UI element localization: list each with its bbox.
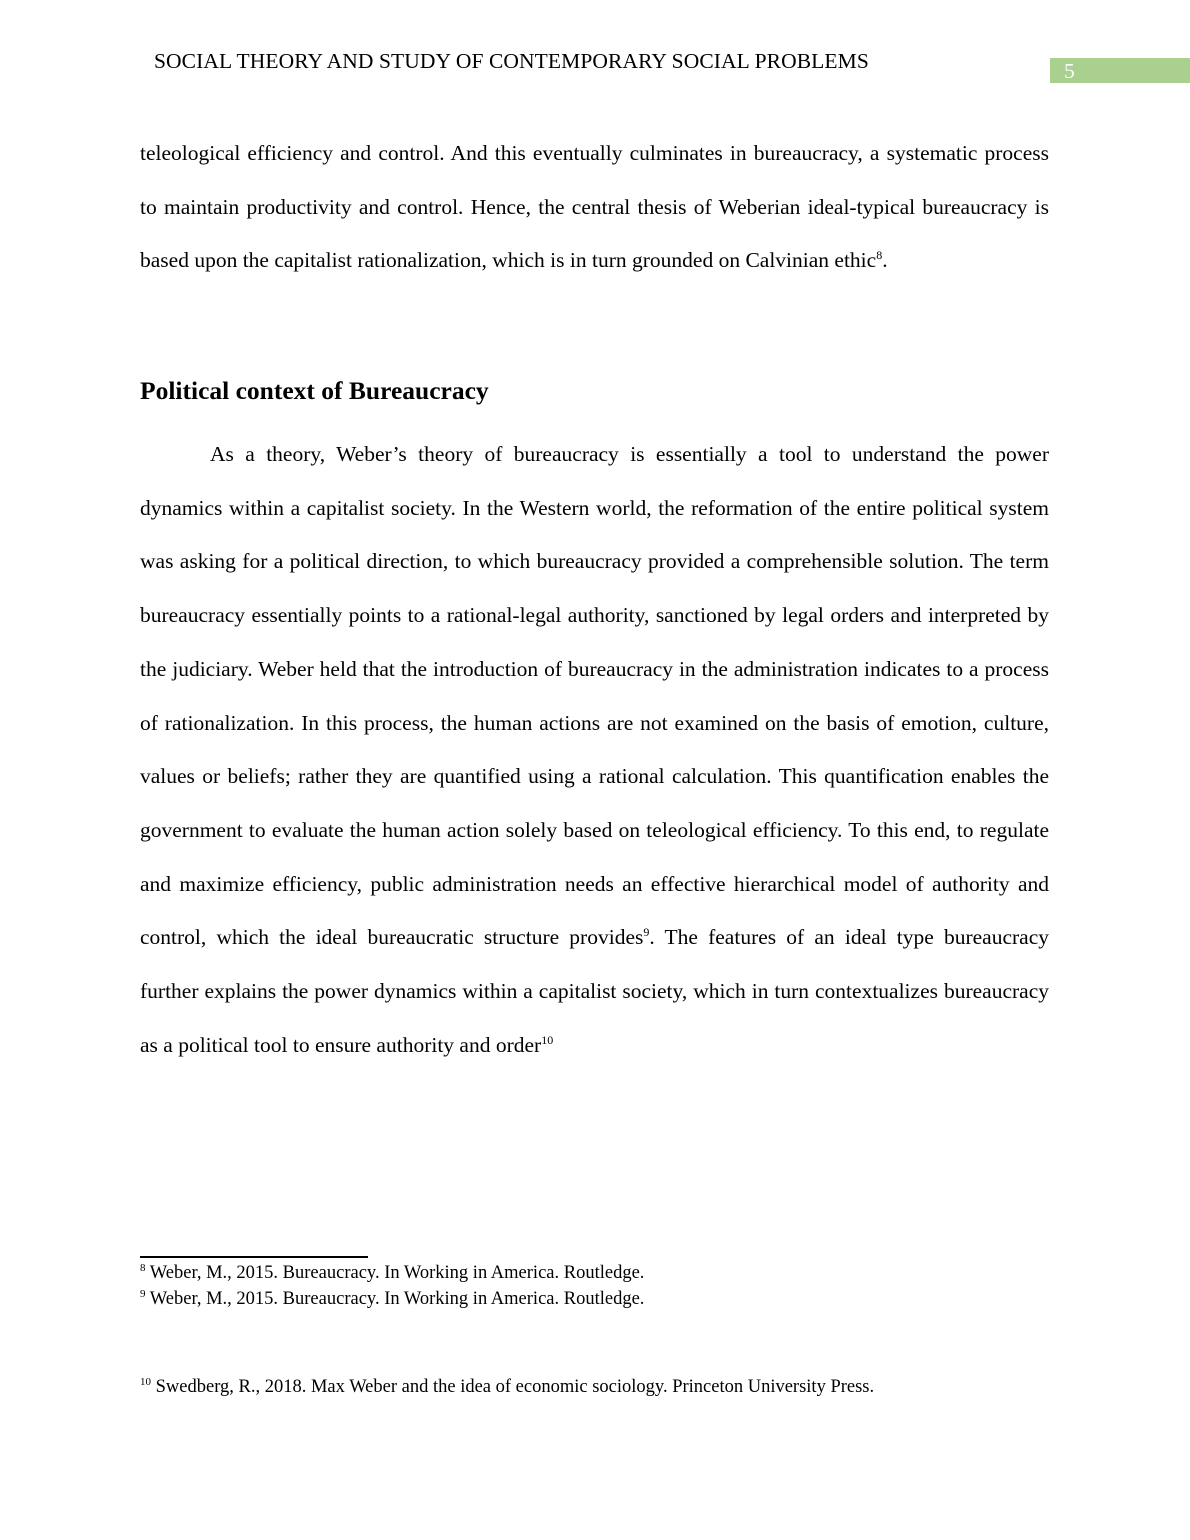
paragraph-end-punct: . (882, 248, 888, 273)
footnote-number: 10 (140, 1375, 151, 1388)
paragraph-text: As a theory, Weber’s theory of bureaucracy is essentially a tool to understand the power dynamics within a capitalist society. In the Western world, the reformation of the entire political system was asking for a political direction, to which bureaucracy provided a comprehensible solution. The term bureaucracy essentially points to a rational-legal authority, sanctioned by legal orders and interpreted by the judiciary. Weber held that the introduction of bureaucracy in the administration indicates to a process of rationalization. In this process, the human actions are not examined on the basis of emotion, culture, values or beliefs; rather they are quantified using a rational calculation. This quantification enables the government to evaluate the human action solely based on teleological efficiency. To this end, to regulate and maximize efficiency, public administration needs an effective hierarchical model of authority and control, which the ideal bureaucratic structure provides (140, 442, 1049, 950)
running-header-title: SOCIAL THEORY AND STUDY OF CONTEMPORARY SOCIAL PROBLEMS (154, 49, 869, 73)
footnote-separator (140, 1256, 368, 1258)
paragraph-text: teleological efficiency and control. And this eventually culminates in bureaucracy, a systematic process to maintain productivity and control. Hence, the central thesis of Weberian ideal-typical bureaucracy is based upon the capitalist rationalization, which is in turn grounded on Calvinian ethic (140, 141, 1049, 273)
footnote-ref: 9 (643, 925, 650, 940)
footnote (140, 1377, 874, 1398)
footnote-ref: 10 (541, 1032, 554, 1047)
page-number-badge (1050, 58, 1190, 83)
footnote-text: Weber, M., 2015. Bureaucracy. In Working in America. Routledge. (145, 1263, 645, 1283)
footnote-ref: 8 (876, 248, 883, 263)
paragraph-continued (140, 127, 1049, 288)
footnote (140, 1263, 644, 1284)
section-heading: Political context of Bureaucracy (140, 376, 489, 405)
page-number: 5 (1064, 59, 1075, 83)
footnote-text: Swedberg, R., 2018. Max Weber and the idea of economic sociology. Princeton University Press. (151, 1377, 875, 1397)
paragraph-text: . The features of an ideal type bureaucracy further explains the power dynamics within a capitalist society, which in turn contextualizes bureaucracy as a political tool to ensure authority and order (140, 925, 1050, 1057)
paragraph-political-context (140, 428, 1049, 1072)
footnote-number: 9 (140, 1287, 146, 1300)
footnote (140, 1289, 644, 1310)
footnote-number: 8 (140, 1261, 146, 1274)
footnote-text: Weber, M., 2015. Bureaucracy. In Working in America. Routledge. (145, 1289, 645, 1309)
